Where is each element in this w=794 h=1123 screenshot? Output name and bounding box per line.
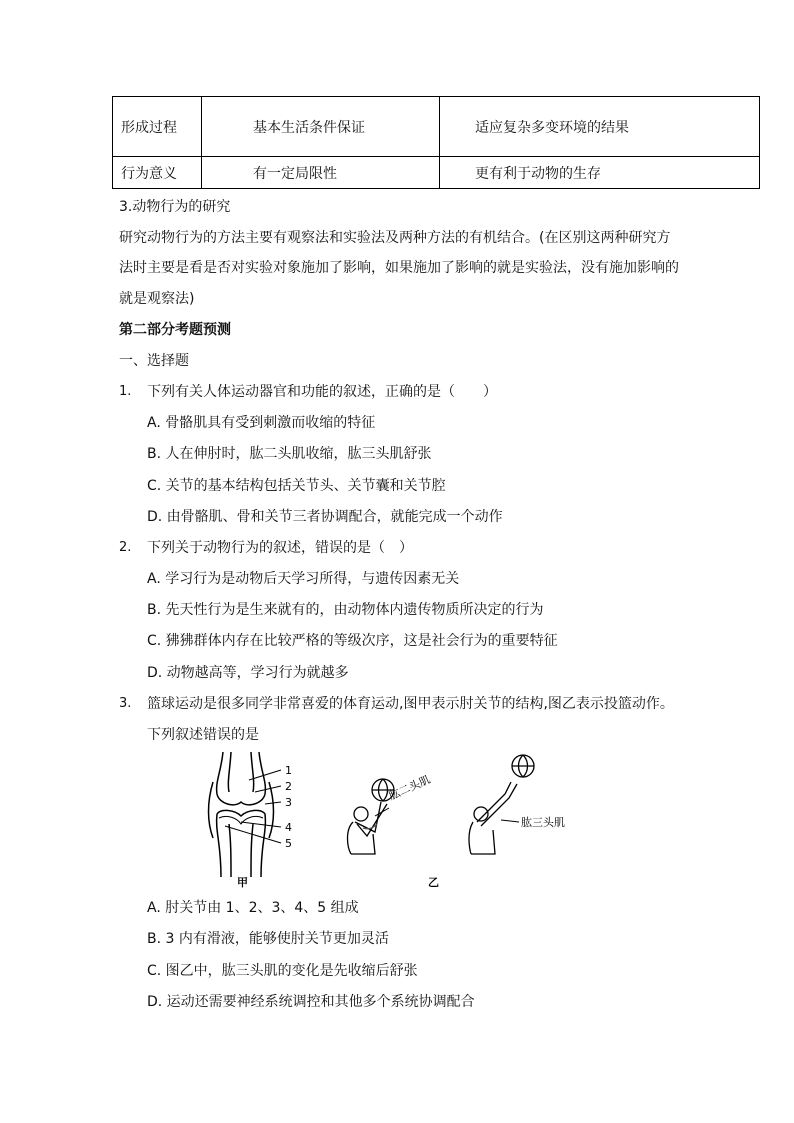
elbow-joint-figure xyxy=(205,752,585,892)
joint-label-5: 5 xyxy=(285,837,292,850)
table-row xyxy=(113,97,760,157)
joint-label-1: 1 xyxy=(285,764,292,777)
option-d: D. 动物越高等，学习行为就越多 xyxy=(147,665,349,681)
question-number: 3. xyxy=(119,696,132,711)
question-text: 篮球运动是很多同学非常喜爱的体育运动,图甲表示肘关节的结构,图乙表示投篮动作。 xyxy=(147,696,674,712)
row-label: 行为意义 xyxy=(113,157,202,189)
option-c: C. 狒狒群体内存在比较严格的等级次序，这是社会行为的重要特征 xyxy=(147,633,558,649)
question-number: 1. xyxy=(119,384,132,399)
paragraph-line: 就是观察法) xyxy=(119,291,195,307)
joint-label-4: 4 xyxy=(285,821,292,834)
biceps-arrow xyxy=(375,808,389,816)
option-a: A. 肘关节由 1、2、3、4、5 组成 xyxy=(147,900,359,916)
figure-caption-jia: 甲 xyxy=(237,876,248,889)
player-release-icon xyxy=(469,755,534,854)
joint-diagram-jia xyxy=(209,752,282,877)
learned-cell: 更有利于动物的生存 xyxy=(440,157,760,189)
joint-label-2: 2 xyxy=(285,780,292,793)
part-title: 第二部分考题预测 xyxy=(119,322,231,338)
question-text: 下列关于动物行为的叙述，错误的是（ ） xyxy=(147,540,413,556)
option-a: A. 骨骼肌具有受到刺激而收缩的特征 xyxy=(147,415,376,431)
row-label: 形成过程 xyxy=(113,97,202,157)
behavior-comparison-table xyxy=(112,96,760,189)
section-subtitle: 一、选择题 xyxy=(119,353,189,369)
triceps-arrow xyxy=(501,820,519,822)
option-a: A. 学习行为是动物后天学习所得，与遗传因素无关 xyxy=(147,571,460,587)
biceps-label: 肱二头肌 xyxy=(386,772,433,803)
innate-cell: 基本生活条件保证 xyxy=(202,97,440,157)
question-text-continued: 下列叙述错误的是 xyxy=(147,727,259,743)
joint-label-3: 3 xyxy=(285,796,292,809)
section-heading: 3.动物行为的研究 xyxy=(119,199,231,215)
option-b: B. 人在伸肘时，肱二头肌收缩，肱三头肌舒张 xyxy=(147,446,432,462)
paragraph-line: 法时主要是看是否对实验对象施加了影响，如果施加了影响的就是实验法，没有施加影响的 xyxy=(119,260,679,276)
option-c: C. 关节的基本结构包括关节头、关节囊和关节腔 xyxy=(147,478,446,494)
question-number: 2. xyxy=(119,540,132,555)
learned-cell: 适应复杂多变环境的结果 xyxy=(440,97,760,157)
paragraph-line: 研究动物行为的方法主要有观察法和实验法及两种方法的有机结合。(在区别这两种研究方 xyxy=(119,230,671,246)
option-b: B. 先天性行为是生来就有的，由动物体内遗传物质所决定的行为 xyxy=(147,602,544,618)
option-b: B. 3 内有滑液，能够使肘关节更加灵活 xyxy=(147,931,389,947)
triceps-label: 肱三头肌 xyxy=(521,816,565,829)
option-c: C. 图乙中，肱三头肌的变化是先收缩后舒张 xyxy=(147,963,418,979)
figure-caption-yi: 乙 xyxy=(428,876,439,889)
option-d: D. 由骨骼肌、骨和关节三者协调配合，就能完成一个动作 xyxy=(147,509,503,525)
question-text: 下列有关人体运动器官和功能的叙述，正确的是（ ） xyxy=(147,384,497,400)
innate-cell: 有一定局限性 xyxy=(202,157,440,189)
table-row xyxy=(113,157,760,189)
option-d: D. 运动还需要神经系统调控和其他多个系统协调配合 xyxy=(147,994,475,1010)
